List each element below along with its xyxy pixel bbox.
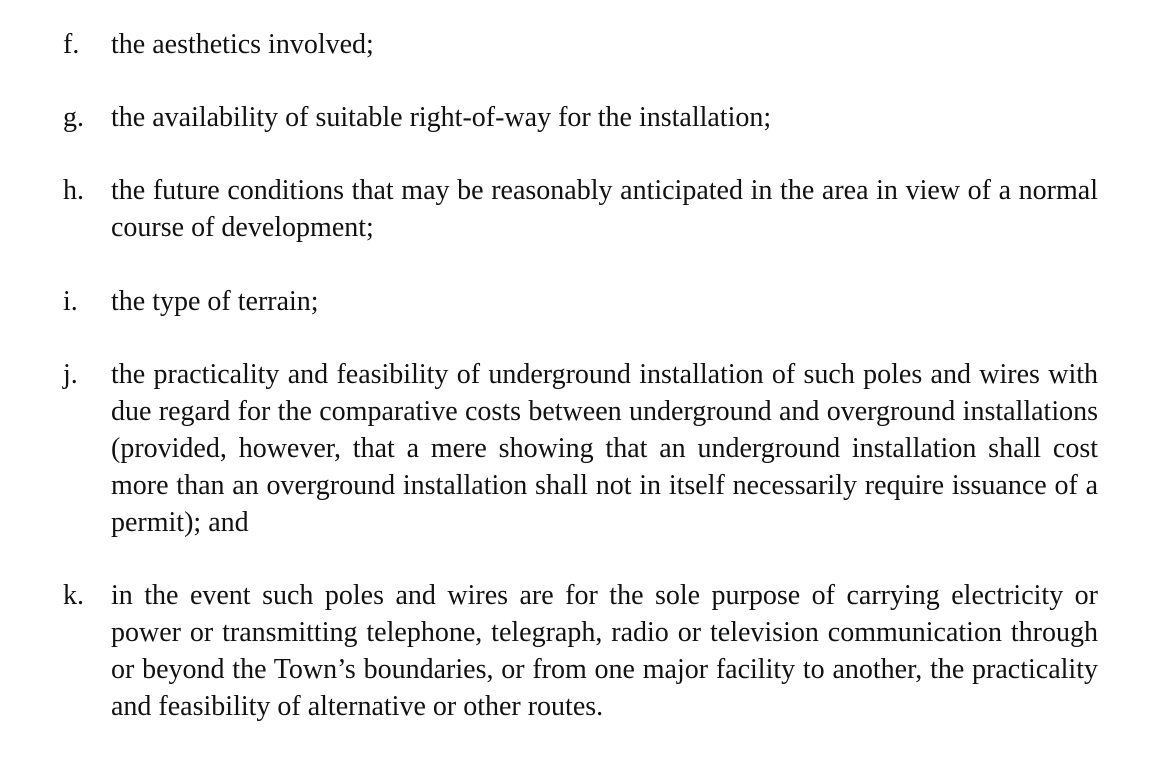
list-text-j: the practicality and feasibility of underground installation of such poles and wires with due regard for the comparative costs between underground and overground installations (provided, however, that a mere showing that an underground installation shall cost more than an overground installation shall not in itself necessarily require issuance of a permit); and [111, 359, 1098, 538]
list-text-i: the type of terrain; [111, 286, 319, 317]
list-item-g [63, 99, 1098, 136]
list-text-h: the future conditions that may be reasonably anticipated in the area in view of a normal course of development; [111, 175, 1098, 243]
list-text-g: the availability of suitable right-of-way for the installation; [111, 102, 772, 133]
list-marker-i: i. [63, 286, 78, 317]
list-item-i [63, 283, 1098, 320]
list-marker-k: k. [63, 580, 84, 611]
list-marker-j: j. [63, 359, 78, 390]
list-item-j [63, 356, 1098, 541]
list-marker-h: h. [63, 175, 84, 206]
list-text-k: in the event such poles and wires are for the sole purpose of carrying electricity or power or transmitting telephone, telegraph, radio or television communication through or beyond the Town’s boundaries, or from one major facility to another, the practicality and feasibility of alternative or other routes. [111, 580, 1098, 722]
list-text-f: the aesthetics involved; [111, 29, 374, 60]
list-marker-g: g. [63, 102, 84, 133]
list-item-h [63, 172, 1098, 246]
list-item-f [63, 26, 1098, 63]
list-item-k [63, 577, 1098, 725]
list-marker-f: f. [63, 29, 80, 60]
